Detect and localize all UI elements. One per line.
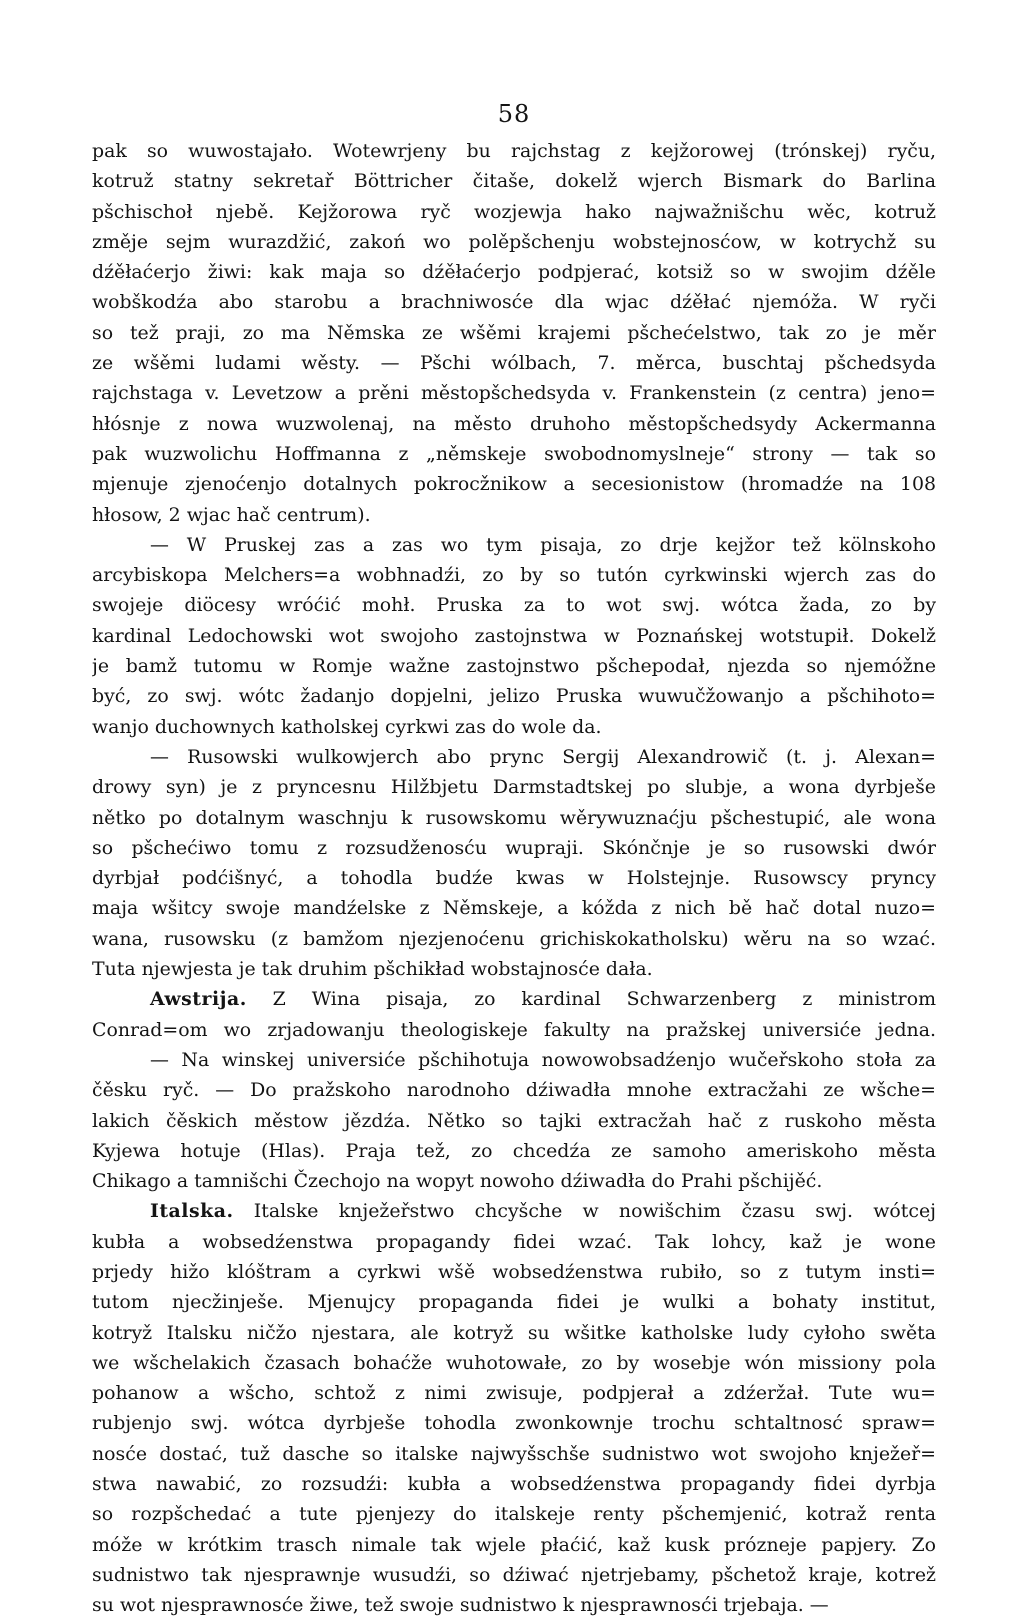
text-line: prjedy hižo klóštram a cyrkwi wšě wobsedźenstwa rubiło, so z tutym insti= xyxy=(92,1260,936,1283)
text-line: Kyjewa hotuje (Hlas). Praja tež, zo chcedźa ze samoho ameriskoho města xyxy=(92,1139,936,1162)
text-line: być, zo swj. wótc žadanjo dopjelni, jelizo Pruska wuwučžowanjo a pšchihoto= xyxy=(92,685,936,708)
section-heading: Italska. xyxy=(150,1200,234,1223)
text-line: lakich čěskich městow jězdźa. Nětko so tajki extracžah hač z ruskoho města xyxy=(92,1109,936,1132)
text-line: — Rusowski wulkowjerch abo prync Sergij Alexandrowič (t. j. Alexan= xyxy=(150,745,936,768)
text-line: kotryž Italsku ničžo njestara, ale kotryž su wšitke katholske ludy cyłoho swěta xyxy=(92,1321,936,1344)
text-line: pak wuzwolichu Hoffmanna z „němskeje swobodnomyslneje“ strony — tak so xyxy=(92,442,936,465)
article-body xyxy=(92,136,936,1621)
text-line: Tuta njewjesta je tak druhim pšchikład wobstajnosće dała. xyxy=(92,958,653,981)
text-line: nětko po dotalnym waschnju k rusowskomu wěrywuznaćju pšchestupić, ale wona xyxy=(92,806,936,829)
text-line: kotruž statny sekretař Böttricher čitaše, dokelž wjerch Bismark do Barlina xyxy=(92,170,936,193)
text-line: wana, rusowsku (z bamžom njezjenoćenu grichiskokatholsku) wěru na so wzać. xyxy=(92,927,936,950)
text-line: wanjo duchownych katholskej cyrkwi zas do wole da. xyxy=(92,715,602,738)
text-line: mjenuje zjenoćenjo dotalnych pokrocžnikow a secesionistow (hromadźe na 108 xyxy=(92,473,936,496)
text-line: pak so wuwostajało. Wotewrjeny bu rajchstag z kejžorowej (trónskej) ryču, xyxy=(92,140,936,162)
text-line: so pšchećiwo tomu z rozsudženosću wupraji. Skónčnje je so rusowski dwór xyxy=(92,836,936,859)
line-text: Z Wina pisaja, zo kardinal Schwarzenberg z ministrom xyxy=(246,988,936,1011)
text-line: maja wšitcy swoje mandźelske z Němskeje, a kóžda z nich bě hač dotal nuzo= xyxy=(92,897,936,920)
text-line: Chikago a tamnišchi Čzechojo na wopyt nowoho dźiwadła do Prahi pšchijěć. xyxy=(92,1170,823,1193)
text-line: — W Pruskej zas a zas wo tym pisaja, zo drje kejžor tež kölnskoho xyxy=(150,533,936,556)
text-line: sudnistwo tak njesprawnje wusudźi, so dźiwać njetrjebamy, pšchetož kraje, kotrež xyxy=(92,1563,936,1586)
text-line: rajchstaga v. Levetzow a prěni městopšchedsyda v. Frankenstein (z centra) jeno= xyxy=(92,382,936,405)
text-line: kubła a wobsedźenstwa propagandy fidei wzać. Tak lohcy, kaž je wone xyxy=(92,1230,936,1253)
text-line: drowy syn) je z pryncesnu Hilžbjetu Darmstadtskej po slubje, a wona dyrbješe xyxy=(92,776,936,799)
text-line: su wot njesprawnosće žiwe, tež swoje sudnistwo k njesprawnosći trjebaja. — xyxy=(92,1594,829,1617)
text-line: pohanow a wšcho, schtož z nimi zwisuje, podpjerał a zdźeržał. Tute wu= xyxy=(92,1382,936,1405)
text-line: we wšchelakich čzasach bohaćže wuhotowałe, zo by wosebje wón missiony pola xyxy=(92,1351,936,1374)
text-line: wobškodźa abo starobu a brachniwosće dla wjac dźěłać njemóža. W ryči xyxy=(92,291,936,314)
line-text: Italske knježeřstwo chcyšche w nowišchim čzasu swj. wótcej xyxy=(233,1200,936,1223)
text-line: so tež praji, zo ma Němska ze wšěmi krajemi pšchećelstwo, tak zo je měr xyxy=(92,321,936,344)
text-line: hłósnje z nowa wuzwolenaj, na město druhoho městopšchedsydy Ackermanna xyxy=(92,412,936,435)
text-line: arcybiskopa Melchers=a wobhnadźi, zo by so tutón cyrkwinski wjerch zas do xyxy=(92,564,936,587)
text-line: ze wšěmi ludami wěsty. — Pšchi wólbach, 7. měrca, buschtaj pšchedsyda xyxy=(92,352,936,375)
text-line: čěsku ryč. — Do pražskoho narodnoho dźiwadła mnohe extracžahi ze wšche= xyxy=(92,1079,936,1102)
text-line: rubjenjo swj. wótca dyrbješe tohodla zwonkownje trochu schtaltnosć spraw= xyxy=(92,1412,936,1435)
text-line xyxy=(92,984,936,1014)
text-line: tutom njecžinješe. Mjenujcy propaganda fidei je wulki a bohaty institut, xyxy=(92,1291,936,1314)
text-line: kardinal Ledochowski wot swojoho zastojnstwa w Poznańskej wotstupił. Dokelž xyxy=(92,624,936,647)
text-line: změje sejm wurazdžić, zakoń wo polěpšchenju wobstejnosćow, w kotrychž su xyxy=(92,230,936,253)
text-line: stwa nawabić, zo rozsudźi: kubła a wobsedźenstwa propagandy fidei dyrbja xyxy=(92,1473,936,1496)
page-number: 58 xyxy=(497,100,531,128)
text-line: hłosow, 2 wjac hač centrum). xyxy=(92,503,371,526)
text-line: nosće dostać, tuž dasche so italske najwyšschše sudnistwo wot swojoho knježeř= xyxy=(92,1442,936,1465)
text-line: je bamž tutomu w Romje wažne zastojnstwo pšchepodał, njezda so njemóžne xyxy=(92,655,936,678)
text-line: swojeje diöcesy wróćić mohł. Pruska za to wot swj. wótca žada, zo by xyxy=(92,594,936,617)
text-line: — Na winskej universiće pšchihotuja nowowobsadźenjo wučeřskoho stoła za xyxy=(150,1048,936,1071)
section-heading: Awstrija. xyxy=(150,988,247,1011)
text-line: Conrad=om wo zrjadowanju theologiskeje fakulty na pražskej universiće jedna. xyxy=(92,1018,936,1041)
text-line xyxy=(92,1196,936,1226)
text-line: so rozpšchedać a tute pjenjezy do italskeje renty pšchemjenić, kotraž renta xyxy=(92,1503,936,1526)
text-line: pšchischoł njebě. Kejžorowa ryč wozjewja hako najwažnišchu wěc, kotruž xyxy=(92,200,936,223)
text-line: dźěłaćerjo žiwi: kak maja so dźěłaćerjo podpjerać, kotsiž so w swojim dźěle xyxy=(92,261,936,284)
text-line: móže w krótkim trasch nimale tak wjele płaćić, kaž kusk prózneje papjery. Zo xyxy=(92,1533,936,1556)
text-line: dyrbjał podćišnyć, a tohodla budźe kwas w Holstejnje. Rusowscy pryncy xyxy=(92,867,936,890)
